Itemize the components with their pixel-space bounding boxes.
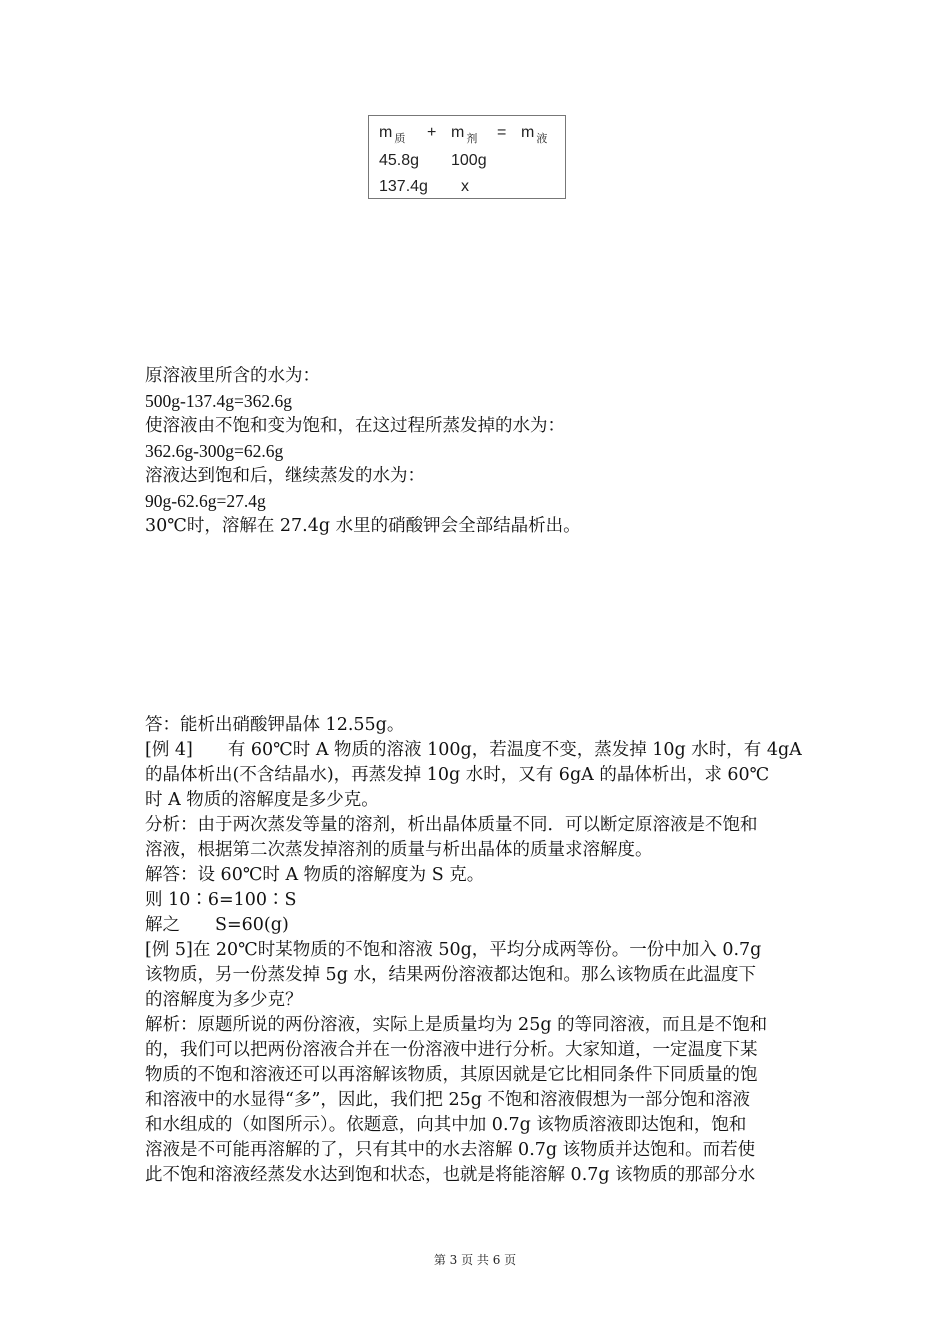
text-line: 90g-62.6g=27.4g [145,491,266,511]
text-line: 解析：原题所说的两份溶液，实际上是质量均为 25g 的等同溶液，而且是不饱和 [145,1015,768,1035]
text-line: 500g-137.4g=362.6g [145,391,292,411]
formula-value: 100g [451,152,487,169]
example-4-line: [例 4] 有 60℃时 A 物质的溶液 100g，若温度不变，蒸发掉 10g 水时，有 4gA [145,740,802,760]
text-line: 原溶液里所含的水为： [145,366,320,386]
solute-mass-symbol: m $_质$ [379,124,406,145]
text-line: 物质的不饱和溶液还可以再溶解该物质，其原因就是它比相同条件下同质量的饱 [145,1065,758,1085]
text-line: 的溶解度为多少克？ [145,990,303,1010]
formula-value: 45.8g [379,152,420,169]
formula-value: 137.4g [379,178,428,195]
page-footer: 第 3 页 共 6 页 [433,1253,517,1267]
text-line: 和溶液中的水显得“多”，因此，我们把 25g 不饱和溶液假想为一部分饱和溶液 [145,1090,750,1110]
text-line: 则 10∶6=100∶S [145,890,297,910]
text-line: 答：能析出硝酸钾晶体 12.55g。 [145,715,405,735]
text-line: 解答：设 60℃时 A 物质的溶解度为 S 克。 [145,865,485,885]
text-line: 362.6g-300g=62.6g [145,441,284,461]
plus-sign: + [427,124,437,141]
text-line: 分析：由于两次蒸发等量的溶剂，析出晶体质量不同．可以断定原溶液是不饱和 [145,815,758,835]
text-line: 时 A 物质的溶解度是多少克。 [145,790,379,810]
text-line: 和水组成的（如图所示）。依题意，向其中加 0.7g 该物质溶液即达饱和，饱和 [145,1115,747,1135]
solution-mass-symbol: m $_液$ [521,124,548,145]
formula-value: x [461,178,469,195]
text-line: 使溶液由不饱和变为饱和，在这过程所蒸发掉的水为： [145,416,565,436]
formula-box [368,115,566,199]
text-line: 此不饱和溶液经蒸发水达到饱和状态，也就是将能溶解 0.7g 该物质的那部分水 [145,1165,756,1185]
solvent-mass-symbol: m $_剂$ [451,124,478,145]
text-line: 溶液，根据第二次蒸发掉溶剂的质量与析出晶体的质量求溶解度。 [145,840,653,860]
example-5-line: [例 5]在 20℃时某物质的不饱和溶液 50g，平均分成两等份。一份中加入 0.7g [145,940,762,960]
text-line: 的晶体析出(不含结晶水)，再蒸发掉 10g 水时，又有 6gA 的晶体析出，求 60℃ [145,765,770,785]
text-line: 30℃时，溶解在 27.4g 水里的硝酸钾会全部结晶析出。 [145,516,581,536]
text-line: 该物质，另一份蒸发掉 5g 水，结果两份溶液都达饱和。那么该物质在此温度下 [145,965,756,985]
text-line: 解之 S=60(g) [145,915,289,935]
text-line: 溶液达到饱和后，继续蒸发的水为： [145,466,425,486]
text-line: 的，我们可以把两份溶液合并在一份溶液中进行分析。大家知道，一定温度下某 [145,1040,758,1060]
equals-sign: = [497,124,507,141]
text-line: 溶液是不可能再溶解的了，只有其中的水去溶解 0.7g 该物质并达饱和。而若使 [145,1140,756,1160]
